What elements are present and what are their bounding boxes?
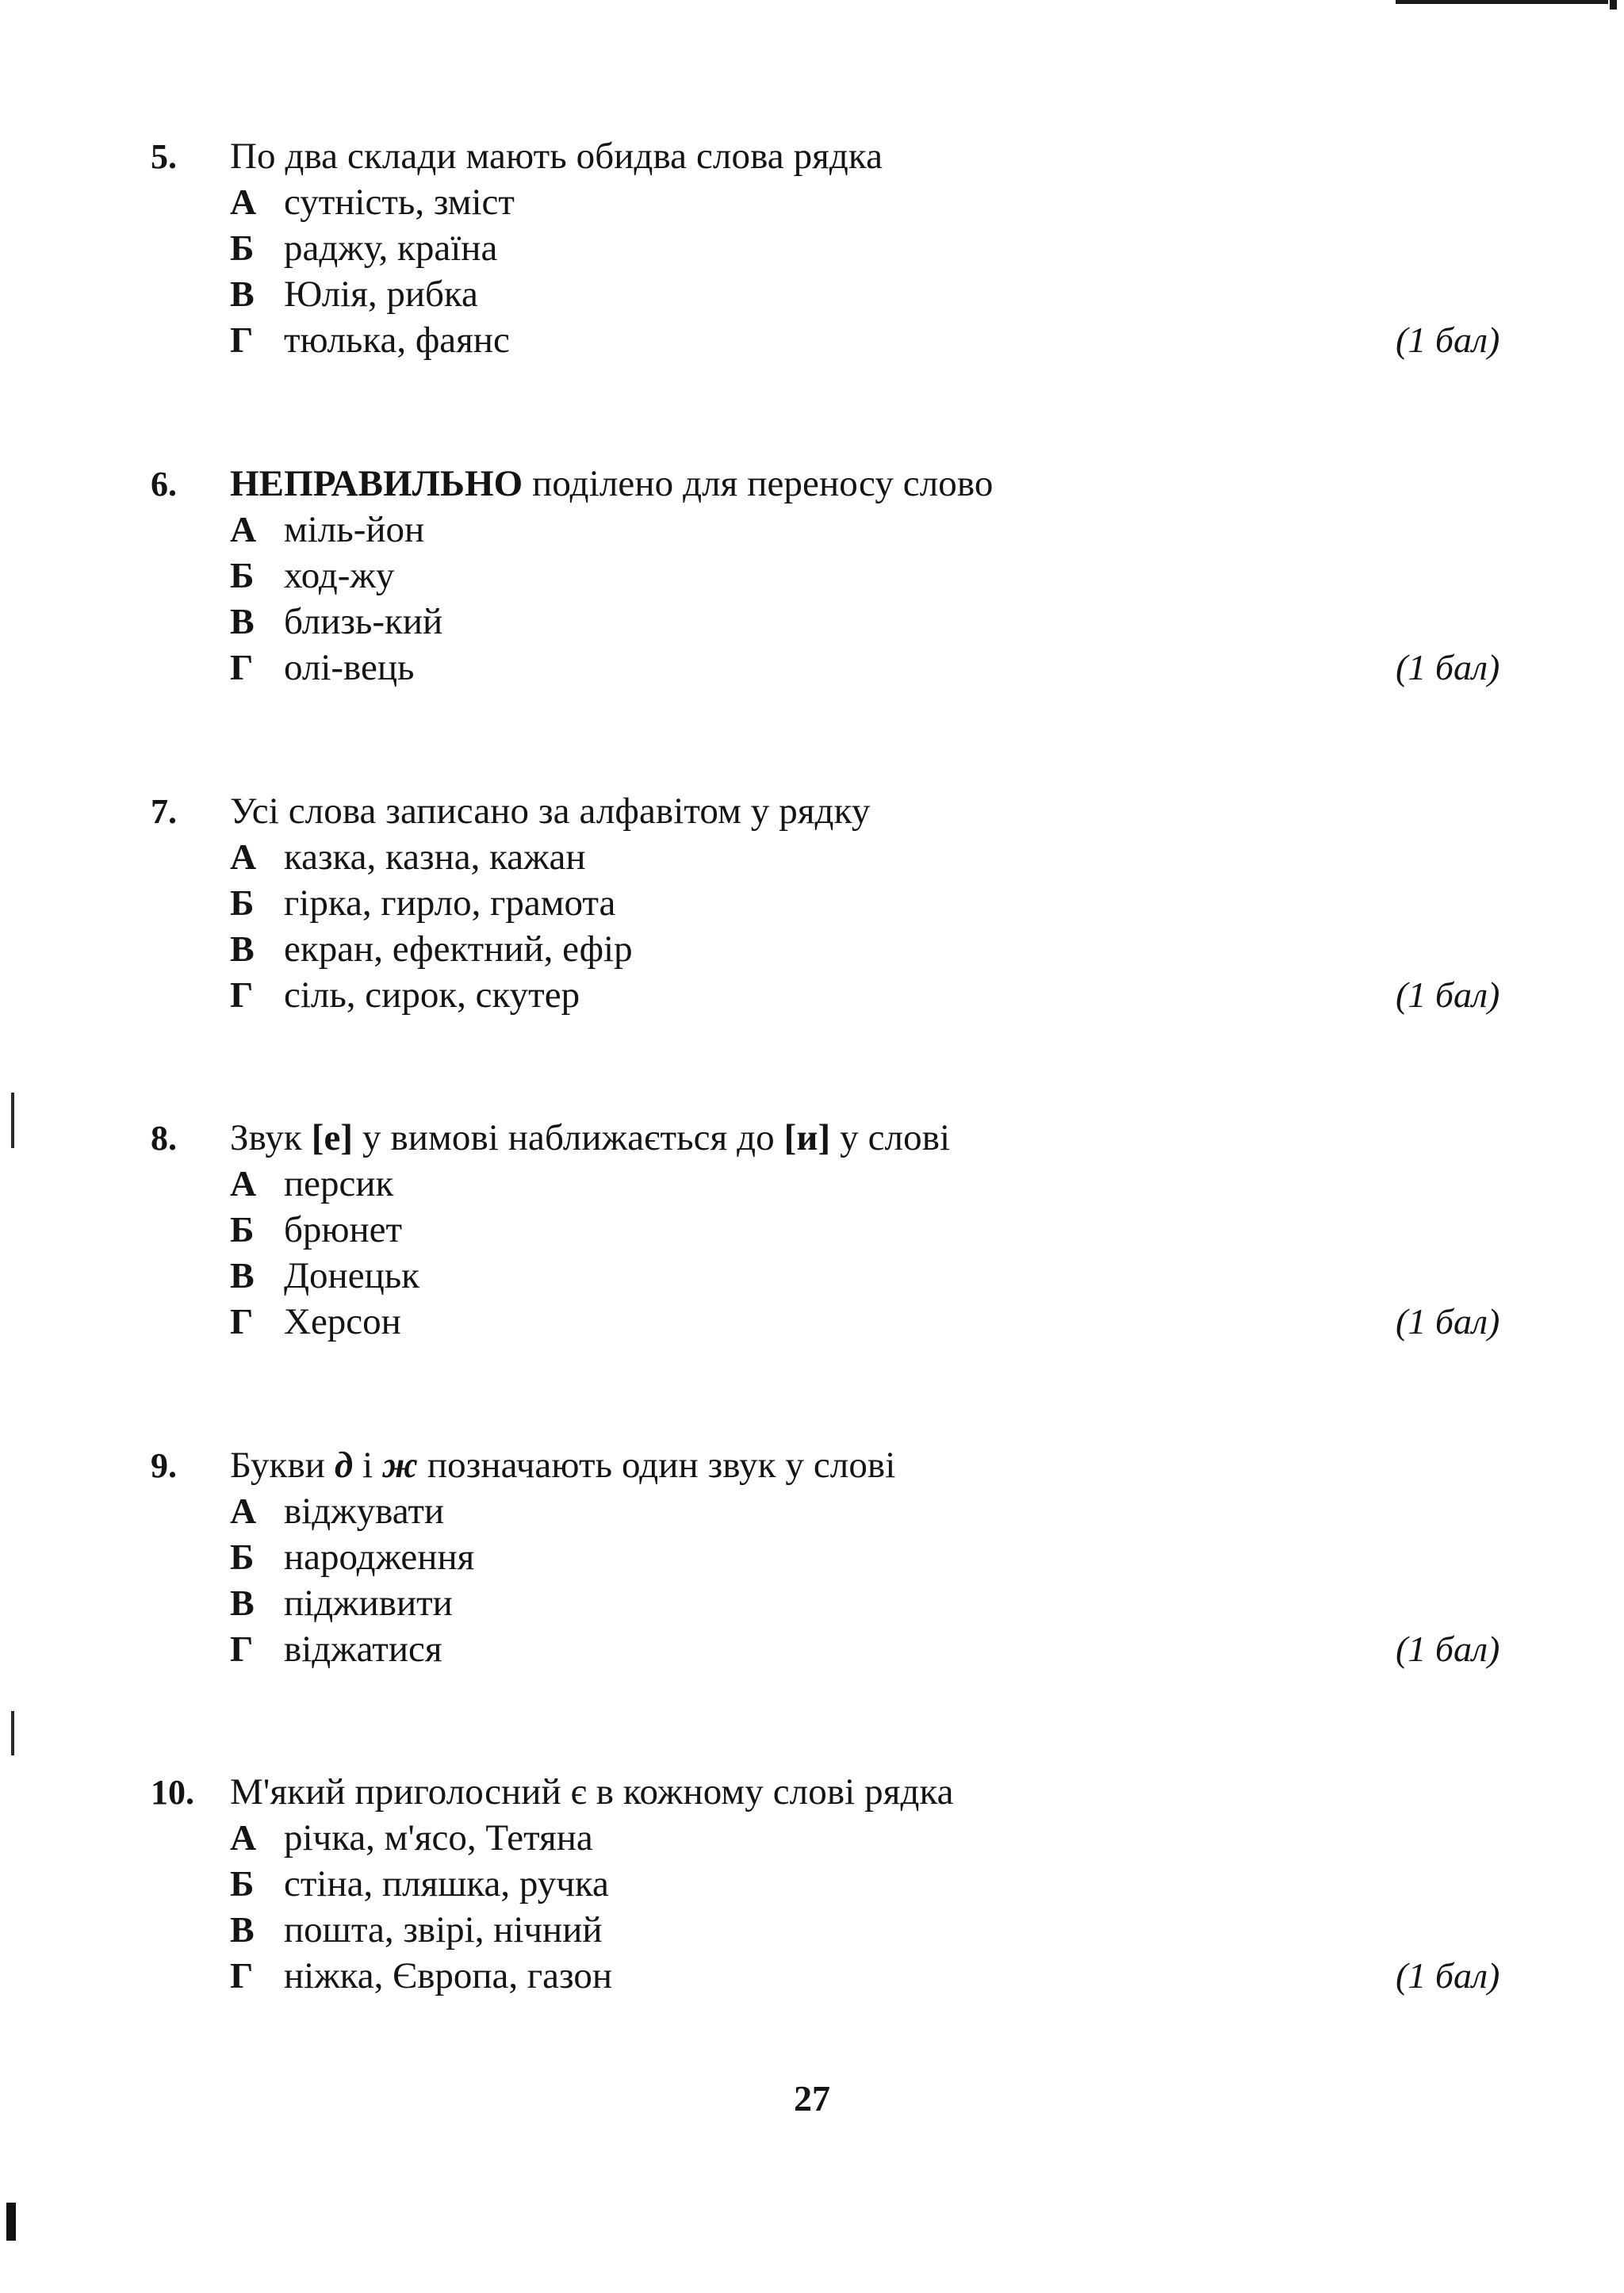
score-label: (1 бал) <box>1396 974 1500 1015</box>
stem-emphasis: НЕПРАВИЛЬНО <box>230 463 523 504</box>
question-stem <box>230 1116 950 1159</box>
option-b[interactable] <box>230 1862 1451 1908</box>
stem-text: Звук <box>230 1117 312 1158</box>
option-letter: В <box>230 1583 255 1623</box>
question-stem: По два склади мають обидва слова рядка <box>230 136 883 177</box>
stem-text: у вимові наближається до <box>353 1117 784 1158</box>
option-list <box>230 1162 1500 1346</box>
option-text: ніжка, Європа, газон <box>284 1955 612 1996</box>
score-label: (1 бал) <box>1396 1629 1500 1669</box>
option-text: близь-кий <box>284 601 443 642</box>
stem-text: Букви <box>230 1445 335 1486</box>
question-line <box>151 1116 1451 1162</box>
top-edge-rule <box>1396 0 1608 4</box>
option-v[interactable] <box>230 273 1451 319</box>
question-number: 7. <box>151 792 177 831</box>
question-number: 9. <box>151 1446 177 1485</box>
question-stem <box>230 1444 895 1487</box>
option-letter: А <box>230 1163 257 1204</box>
option-text: персик <box>284 1163 394 1204</box>
option-text: підживити <box>284 1583 453 1624</box>
question-stem <box>230 462 993 505</box>
option-letter: Г <box>230 1955 254 1996</box>
option-letter: Г <box>230 320 254 360</box>
option-a[interactable] <box>230 836 1451 882</box>
stem-text: у слові <box>830 1117 951 1158</box>
option-b[interactable] <box>230 1536 1451 1582</box>
option-h[interactable] <box>230 646 1500 692</box>
top-edge-mark <box>1610 0 1617 10</box>
question-number: 6. <box>151 465 177 503</box>
option-text: брюнет <box>284 1209 403 1250</box>
option-a[interactable] <box>230 1162 1451 1208</box>
question-9 <box>151 1444 1500 1674</box>
question-number: 8. <box>151 1119 177 1158</box>
option-b[interactable] <box>230 227 1451 273</box>
option-letter: Б <box>230 555 255 595</box>
sound-transcription: [и] <box>783 1117 831 1158</box>
scan-edge-mark <box>11 1711 14 1755</box>
option-list <box>230 1490 1500 1674</box>
option-h[interactable] <box>230 1300 1500 1346</box>
option-v[interactable] <box>230 600 1451 646</box>
question-line <box>151 1444 1451 1490</box>
scan-edge-mark <box>6 2203 16 2241</box>
option-text: віджувати <box>284 1491 445 1532</box>
option-text: раджу, країна <box>284 228 498 269</box>
score-label: (1 бал) <box>1396 647 1500 687</box>
option-text: олі-вець <box>284 647 415 688</box>
option-list <box>230 1816 1500 2000</box>
option-text: сутність, зміст <box>284 182 515 223</box>
option-letter: А <box>230 1817 257 1858</box>
option-text: стіна, пляшка, ручка <box>284 1863 609 1904</box>
option-letter: Г <box>230 1629 254 1669</box>
option-a[interactable] <box>230 1816 1451 1862</box>
option-letter: Б <box>230 228 255 268</box>
option-a[interactable] <box>230 181 1451 227</box>
question-stem: М'який приголосний є в кожному слові рядка <box>230 1771 954 1813</box>
option-b[interactable] <box>230 554 1451 600</box>
option-h[interactable] <box>230 1954 1500 2000</box>
option-a[interactable] <box>230 508 1451 554</box>
question-5 <box>151 135 1500 365</box>
option-letter: А <box>230 182 257 222</box>
page-number: 27 <box>794 2078 830 2119</box>
question-10 <box>151 1770 1500 2000</box>
stem-text: і <box>353 1445 383 1486</box>
option-h[interactable] <box>230 974 1500 1020</box>
option-letter: Б <box>230 1863 255 1904</box>
option-v[interactable] <box>230 1908 1451 1954</box>
option-h[interactable] <box>230 319 1500 365</box>
option-letter: В <box>230 928 255 969</box>
score-label: (1 бал) <box>1396 1955 1500 1996</box>
option-text: народження <box>284 1537 475 1578</box>
question-7 <box>151 790 1500 1020</box>
sound-transcription: [е] <box>311 1117 354 1158</box>
question-line <box>151 462 1451 508</box>
option-letter: А <box>230 836 257 877</box>
score-label: (1 бал) <box>1396 1301 1500 1342</box>
option-letter: В <box>230 1909 255 1950</box>
letter-emphasis: ж <box>382 1445 418 1486</box>
option-text: Донецьк <box>284 1255 419 1296</box>
option-b[interactable] <box>230 1208 1451 1254</box>
option-a[interactable] <box>230 1490 1451 1536</box>
stem-text: позначають один звук у слові <box>418 1445 896 1486</box>
option-v[interactable] <box>230 1254 1451 1300</box>
scan-edge-mark <box>11 1093 14 1148</box>
option-text: гірка, гирло, грамота <box>284 882 616 924</box>
option-letter: В <box>230 274 255 314</box>
option-letter: Б <box>230 1537 255 1577</box>
question-8 <box>151 1116 1500 1346</box>
option-text: ход-жу <box>284 555 395 596</box>
option-text: екран, ефектний, ефір <box>284 928 633 970</box>
option-text: Херсон <box>284 1301 401 1342</box>
question-6 <box>151 462 1500 692</box>
option-letter: Г <box>230 1301 254 1342</box>
option-text: річка, м'ясо, Тетяна <box>284 1817 593 1859</box>
stem-text: поділено для переносу слово <box>523 463 994 504</box>
option-h[interactable] <box>230 1628 1500 1674</box>
question-line <box>151 135 1451 181</box>
option-letter: А <box>230 1491 257 1531</box>
option-text: сіль, сирок, скутер <box>284 974 580 1016</box>
option-letter: Б <box>230 1209 255 1250</box>
option-text: міль-йон <box>284 509 425 550</box>
option-v[interactable] <box>230 928 1451 974</box>
option-v[interactable] <box>230 1582 1451 1628</box>
option-b[interactable] <box>230 882 1451 928</box>
option-list <box>230 836 1500 1020</box>
score-label: (1 бал) <box>1396 320 1500 360</box>
option-letter: В <box>230 601 255 641</box>
option-letter: Г <box>230 974 254 1015</box>
option-list <box>230 508 1500 692</box>
question-number: 5. <box>151 137 177 176</box>
option-letter: А <box>230 509 257 549</box>
option-text: віджатися <box>284 1629 442 1670</box>
option-text: казка, казна, кажан <box>284 836 586 878</box>
question-number: 10. <box>151 1773 194 1812</box>
option-letter: Г <box>230 647 254 687</box>
option-letter: Б <box>230 882 255 923</box>
question-line <box>151 1770 1451 1816</box>
option-letter: В <box>230 1255 255 1296</box>
question-line <box>151 790 1451 836</box>
option-list <box>230 181 1500 365</box>
option-text: тюлька, фаянс <box>284 320 510 361</box>
option-text: Юлія, рибка <box>284 274 478 315</box>
question-stem: Усі слова записано за алфавітом у рядку <box>230 790 871 832</box>
letter-emphasis: д <box>334 1445 354 1486</box>
option-text: пошта, звірі, нічний <box>284 1909 603 1950</box>
